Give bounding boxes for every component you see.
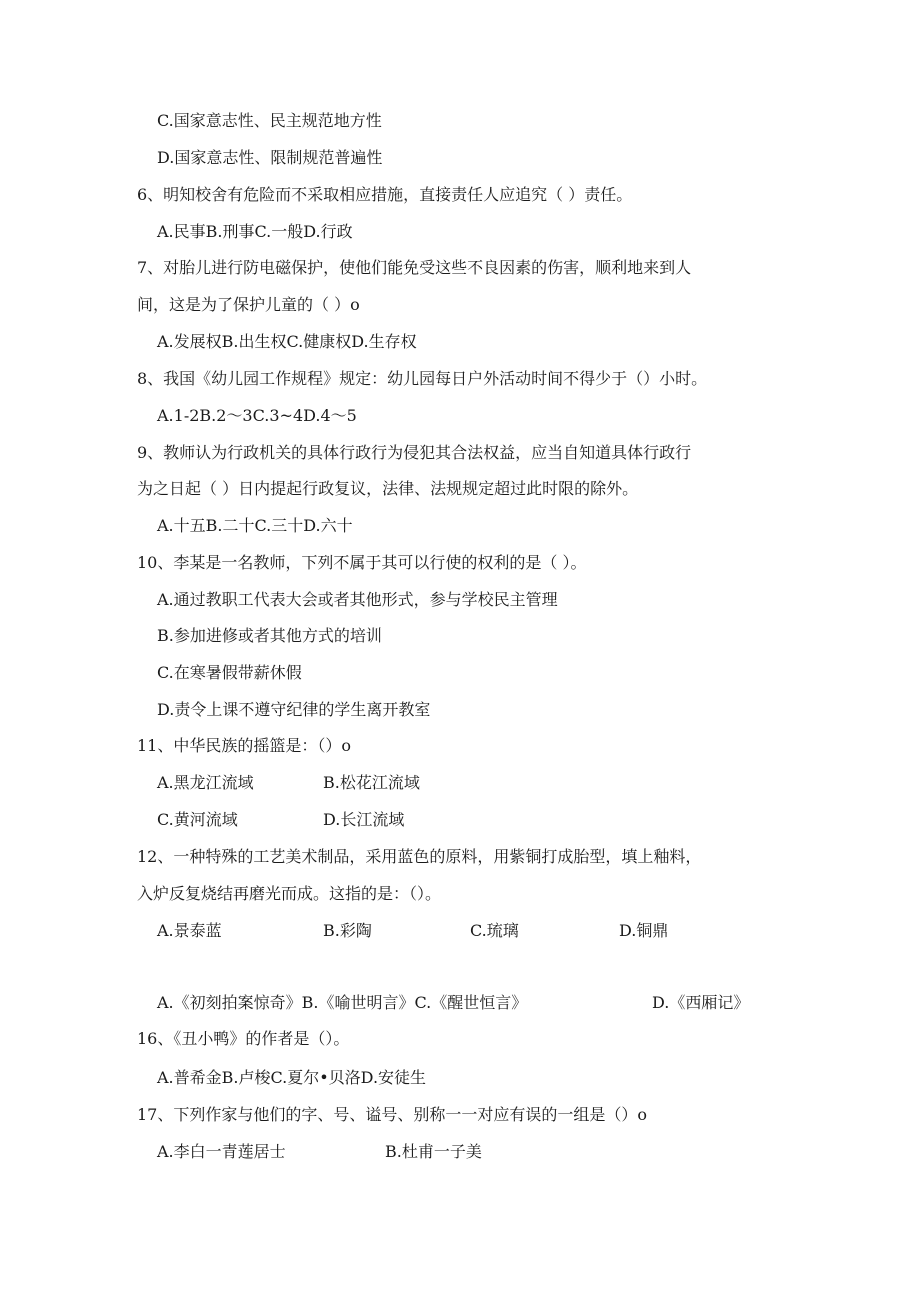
q7-options: A.发展权B.出生权C.健康权D.生存权 — [157, 332, 417, 351]
q10-option-d: D.责令上课不遵守纪律的学生离开教室 — [157, 700, 431, 719]
q15-options-abc: A.《初刻拍案惊奇》B.《喻世明言》C.《醒世恒言》 — [157, 993, 528, 1012]
q12-option-d: D.铜鼎 — [619, 921, 669, 940]
question-9-line-2: 为之日起（ ）日内提起行政复议，法律、法规规定超过此时限的除外。 — [137, 479, 639, 498]
q11-option-a: A.黑龙江流域 — [157, 773, 254, 792]
q16-options: A.普希金B.卢梭C.夏尔•贝洛D.安徒生 — [157, 1068, 427, 1087]
q11-option-d: D.长江流域 — [323, 810, 405, 829]
question-11: 11、中华民族的摇篮是：（）o — [137, 736, 351, 755]
question-7-line-2: 间，这是为了保护儿童的（ ）o — [137, 295, 360, 314]
question-12-line-1: 12、一种特殊的工艺美术制品，采用蓝色的原料，用紫铜打成胎型，填上釉料， — [137, 847, 702, 866]
q12-option-a: A.景泰蓝 — [157, 921, 222, 940]
question-7-line-1: 7、对胎儿进行防电磁保护，使他们能免受这些不良因素的伤害，顺利地来到人 — [137, 258, 692, 277]
question-6: 6、明知校舍有危险而不采取相应措施，直接责任人应追究（ ）责任。 — [137, 185, 633, 204]
q10-option-c: C.在寒暑假带薪休假 — [157, 663, 302, 682]
q12-option-b: B.彩陶 — [323, 921, 372, 940]
q6-options: A.民事B.刑事C.一般D.行政 — [157, 222, 353, 241]
q5-option-d: D.国家意志性、限制规范普遍性 — [157, 148, 383, 167]
question-17: 17、下列作家与他们的字、号、谥号、别称一一对应有误的一组是（）o — [137, 1105, 647, 1124]
q17-option-b: B.杜甫一子美 — [385, 1142, 482, 1161]
q12-option-c: C.琉璃 — [470, 921, 519, 940]
q11-option-b: B.松花江流域 — [323, 773, 420, 792]
q10-option-a: A.通过教职工代表大会或者其他形式，参与学校民主管理 — [157, 590, 558, 609]
question-8: 8、我国《幼儿园工作规程》规定：幼儿园每日户外活动时间不得少于（）小时。 — [137, 369, 708, 388]
q5-option-c: C.国家意志性、民主规范地方性 — [157, 111, 382, 130]
q15-option-d: D.《西厢记》 — [652, 993, 750, 1012]
question-10: 10、李某是一名教师，下列不属于其可以行使的权利的是（ ）。 — [137, 553, 587, 572]
question-9-line-1: 9、教师认为行政机关的具体行政行为侵犯其合法权益，应当自知道具体行政行 — [137, 443, 692, 462]
q8-options: A.1-2B.2～3C.3~4D.4～5 — [157, 406, 357, 425]
q9-options: A.十五B.二十C.三十D.六十 — [157, 516, 353, 535]
q11-option-c: C.黄河流域 — [157, 810, 238, 829]
q10-option-b: B.参加进修或者其他方式的培训 — [157, 626, 382, 645]
question-12-line-2: 入炉反复烧结再磨光而成。这指的是：（）。 — [137, 884, 442, 903]
q17-option-a: A.李白一青莲居士 — [157, 1142, 286, 1161]
question-16: 16、《丑小鸭》的作者是（）。 — [137, 1029, 350, 1048]
